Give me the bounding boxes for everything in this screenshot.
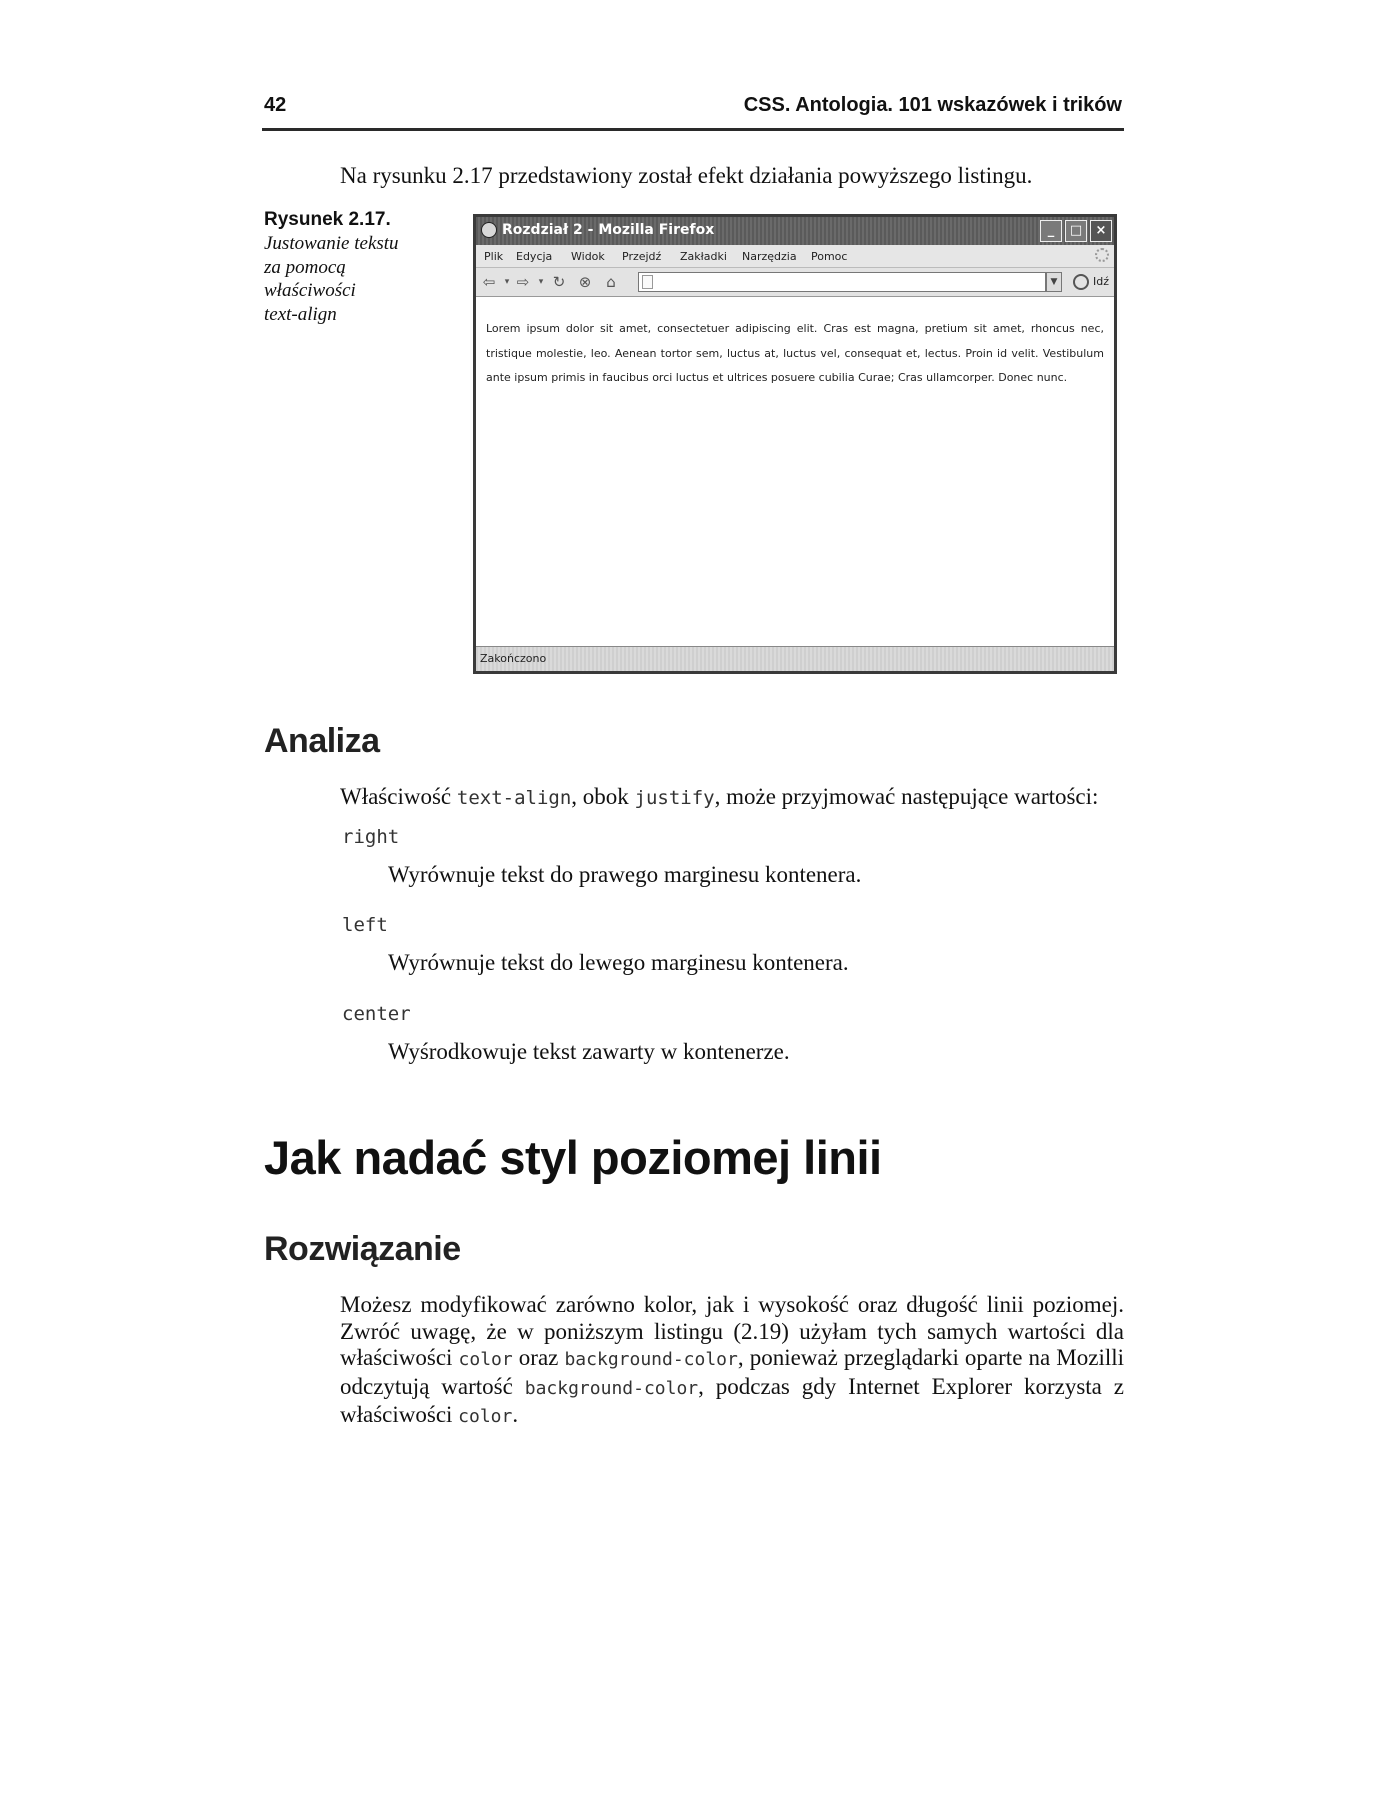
menu-item-widok[interactable]: Widok [571, 250, 605, 263]
browser-window-figure [473, 214, 1117, 674]
forward-icon[interactable]: ⇨ [516, 273, 530, 291]
figure-caption [264, 208, 439, 326]
solution-paragraph [340, 1292, 1124, 1431]
address-dropdown-icon[interactable]: ▼ [1046, 272, 1062, 292]
paragraph-text: , podczas gdy Internet Explorer korzysta z właściwości [340, 1373, 1124, 1427]
code-color: color [458, 1349, 513, 1370]
paragraph-text: , ponieważ przeglądarki oparte na Mozilli odczytują wartość [340, 1345, 1125, 1399]
desc-right: Wyrównuje tekst do prawego marginesu kontenera. [388, 862, 862, 887]
chevron-down-icon[interactable]: ▾ [504, 277, 510, 287]
section-title: Jak nadać styl poziomej linii [264, 1131, 882, 1184]
code-text-align: text-align [456, 787, 572, 809]
firefox-icon [481, 222, 497, 238]
go-icon[interactable] [1073, 274, 1089, 290]
caption-line: text-align [264, 303, 337, 325]
menu-item-pomoc[interactable]: Pomoc [811, 250, 848, 263]
menu-bar [476, 245, 1114, 268]
minimize-icon[interactable]: _ [1040, 220, 1062, 242]
intro-text-part: , może przyjmować następujące wartości: [714, 784, 1099, 809]
desc-center: Wyśrodkowuje tekst zawarty w kontenerze. [388, 1039, 790, 1064]
solution-heading: Rozwiązanie [264, 1230, 461, 1268]
caption-line: Justowanie tekstu [264, 233, 399, 254]
menu-item-edycja[interactable]: Edycja [516, 250, 553, 263]
intro-text: Na rysunku 2.17 przedstawiony został efekt działania powyższego listingu. [340, 163, 1033, 188]
analysis-heading: Analiza [264, 722, 380, 760]
go-label[interactable]: Idź [1093, 275, 1110, 288]
maximize-icon[interactable]: □ [1065, 220, 1087, 242]
chevron-down-icon[interactable]: ▾ [538, 277, 544, 287]
window-title: Rozdział 2 - Mozilla Firefox [502, 222, 715, 238]
home-icon[interactable]: ⌂ [606, 273, 616, 291]
page-content: Lorem ipsum dolor sit amet, consectetuer adipiscing elit. Cras est magna, pretium sit amet, rhoncus nec, tristique molestie, leo. Aenean tortor sem, luctus at, luctus vel, consequat et, lectus. Proin id velit. Vestibulum ante ipsum primis in faucibus orci luctus et ultrices posuere cubilia Curae; Cras ullamcorper. Donec nunc. [486, 322, 1104, 384]
paragraph-text: oraz [512, 1345, 565, 1370]
reload-icon[interactable]: ↻ [552, 273, 566, 291]
menu-item-zakladki[interactable]: Zakładki [680, 250, 727, 263]
menu-item-przejdz[interactable]: Przejdź [622, 250, 662, 263]
status-text: Zakończono [480, 652, 547, 665]
page-number: 42 [264, 94, 287, 116]
throbber-icon [1095, 248, 1109, 262]
code-color: color [458, 1406, 513, 1427]
intro-text-part: Właściwość [340, 784, 457, 809]
term-right: right [342, 826, 400, 848]
close-icon[interactable]: × [1090, 220, 1112, 242]
navigation-toolbar [476, 268, 1114, 297]
term-center: center [342, 1003, 411, 1025]
window-titlebar [476, 217, 1114, 245]
running-header [262, 94, 1124, 131]
desc-left: Wyrównuje tekst do lewego marginesu kontenera. [388, 950, 849, 975]
menu-item-narzedzia[interactable]: Narzędzia [742, 250, 797, 263]
code-background-color: background-color [564, 1349, 738, 1370]
figure-label: Rysunek 2.17. [264, 209, 391, 230]
code-background-color: background-color [524, 1377, 699, 1399]
address-bar[interactable] [638, 272, 1046, 292]
caption-line: za pomocą [264, 256, 346, 278]
book-title: CSS. Antologia. 101 wskazówek i trików [743, 94, 1122, 116]
code-justify: justify [634, 787, 715, 809]
status-bar [476, 646, 1114, 671]
page-icon [642, 275, 653, 289]
back-icon[interactable]: ⇦ [482, 273, 496, 291]
stop-icon[interactable]: ⊗ [578, 273, 592, 291]
term-left: left [342, 914, 388, 936]
intro-text-part: , obok [571, 784, 635, 809]
caption-line: właściwości [264, 280, 356, 301]
paragraph-text: Możesz modyfikować zarówno kolor, jak i wysokość oraz długość linii poziomej. Zwróć uwagę, że w poniższym listingu (2.19) użyłam tych samych wartości dla właściwości [340, 1292, 1124, 1370]
paragraph-text: . [512, 1402, 519, 1427]
analysis-intro [340, 784, 1098, 810]
menu-item-plik[interactable]: Plik [484, 250, 504, 263]
